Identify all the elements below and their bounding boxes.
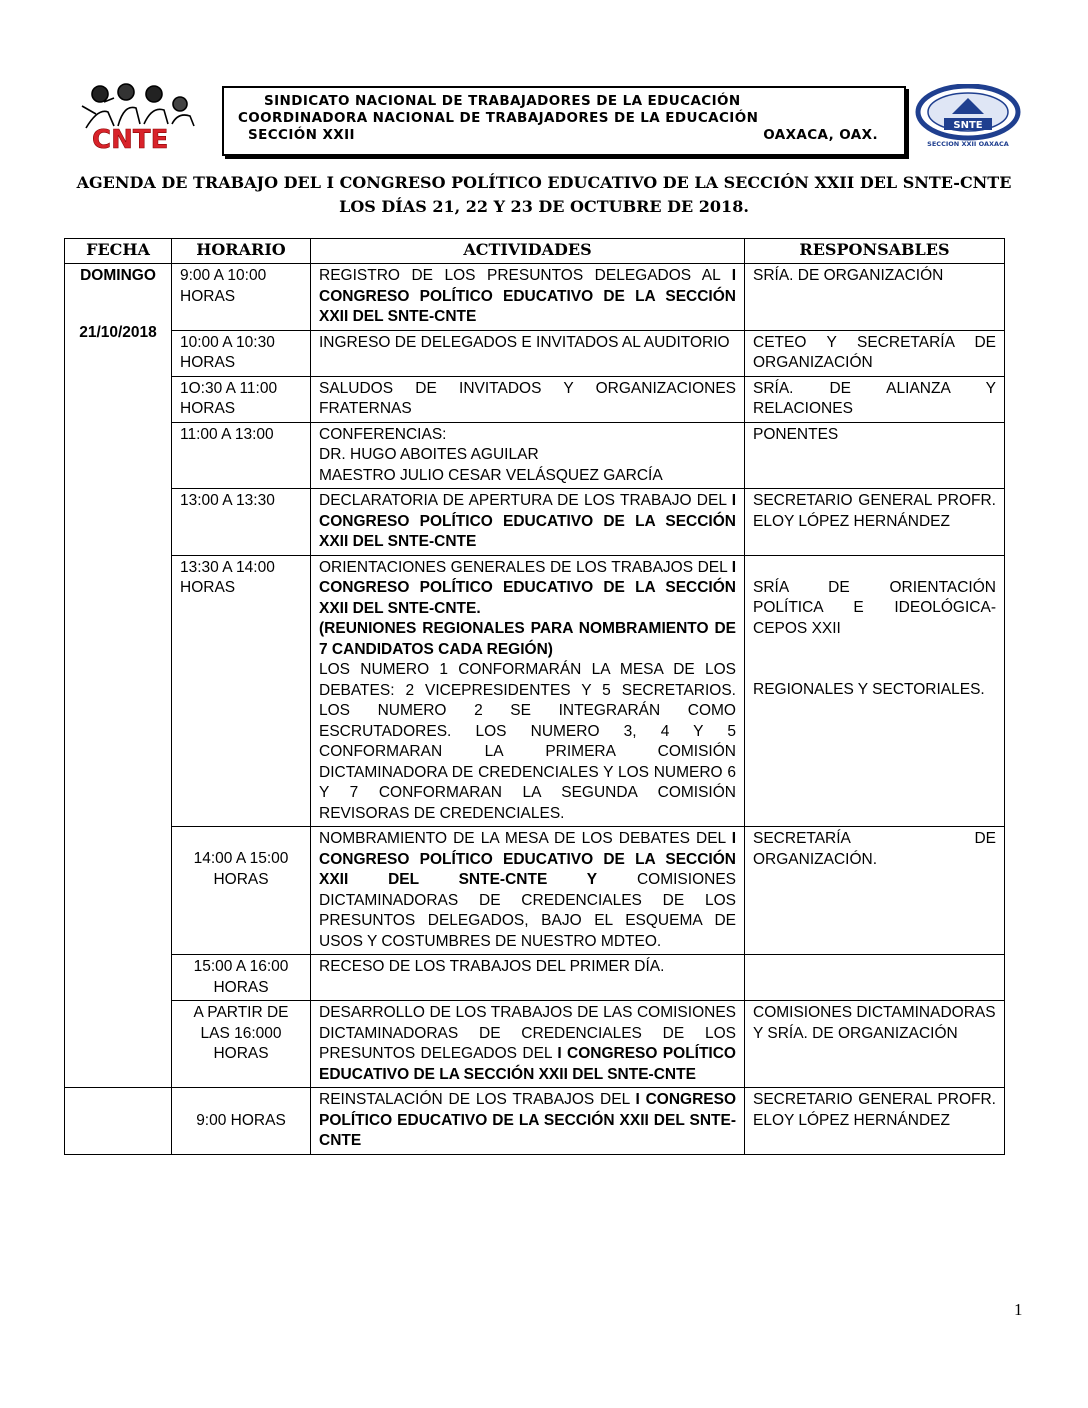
responsible-cell: SECRETARIO GENERAL PROFR. ELOY LÓPEZ HERNÁNDEZ [745, 489, 1005, 556]
header-section: SECCIÓN XXII [248, 127, 355, 143]
cnte-logo [78, 78, 208, 154]
activity-cell [311, 1088, 745, 1155]
header-box [222, 86, 906, 156]
activity-cell: INGRESO DE DELEGADOS E INVITADOS AL AUDITORIO [311, 330, 745, 376]
activity-text: DECLARATORIA DE APERTURA DE LOS TRABAJO DEL [319, 492, 732, 509]
activity-cell [311, 1001, 745, 1088]
agenda-table [64, 238, 1005, 1155]
activity-bold-text: I CONGRESO POLÍTICO EDUCATIVO DE LA SECCIÓN XXII DEL SNTE-CNTE [319, 267, 736, 325]
table-row [65, 330, 1005, 376]
snte-logo [914, 84, 1022, 152]
activity-bold-text: I CONGRESO POLÍTICO EDUCATIVO DE LA SECCIÓN XXII DEL SNTE-CNTE. [319, 558, 736, 617]
date-cell-empty [65, 1088, 172, 1155]
activity-cell: SALUDOS DE INVITADOS Y ORGANIZACIONES FRATERNAS [311, 376, 745, 422]
responsible-text: REGIONALES Y SECTORIALES. [753, 681, 985, 698]
activity-line: DR. HUGO ABOITES AGUILAR [319, 446, 539, 463]
time-cell: 14:00 A 15:00 HORAS [172, 827, 311, 955]
header-location: OAXACA, OAX. [763, 127, 878, 143]
time-cell: 9:00 A 10:00 HORAS [172, 264, 311, 331]
table-row [65, 827, 1005, 955]
table-row [65, 955, 1005, 1001]
snte-logo-caption: SECCION XXII OAXACA [927, 140, 1009, 148]
responsible-cell: SRÍA. DE ORGANIZACIÓN [745, 264, 1005, 331]
header-responsables: RESPONSABLES [745, 239, 1005, 264]
header-actividades: ACTIVIDADES [311, 239, 745, 264]
page-number: 1 [1014, 1300, 1023, 1319]
table-header-row [65, 239, 1005, 264]
cnte-logo-text: CNTE [92, 125, 169, 154]
time-cell: A PARTIR DE LAS 16:000 HORAS [172, 1001, 311, 1088]
header-horario: HORARIO [172, 239, 311, 264]
responsible-cell: SECRETARÍA DE ORGANIZACIÓN. [745, 827, 1005, 955]
table-row [65, 1001, 1005, 1088]
activity-cell [311, 489, 745, 556]
time-cell: 15:00 A 16:00 HORAS [172, 955, 311, 1001]
activity-text: NOMBRAMIENTO DE LA MESA DE LOS DEBATES DEL [319, 830, 732, 847]
day-label: DOMINGO [80, 267, 156, 284]
time-cell: 13:30 A 14:00 HORAS [172, 555, 311, 827]
table-row [65, 555, 1005, 827]
time-cell: 11:00 A 13:00 [172, 422, 311, 489]
activity-bold-text: I CONGRESO POLÍTICO EDUCATIVO DE LA SECCIÓN XXII DEL SNTE-CNTE Y [319, 830, 736, 888]
activity-bold-text: I CONGRESO POLÍTICO EDUCATIVO DE LA SECCIÓN XXII DEL SNTE-CNTE [319, 1091, 736, 1149]
table-row [65, 264, 1005, 331]
activity-line: MAESTRO JULIO CESAR VELÁSQUEZ GARCÍA [319, 466, 663, 484]
time-cell: 10:00 A 10:30 HORAS [172, 330, 311, 376]
snte-logo-text: SNTE [953, 120, 983, 131]
activity-cell [311, 422, 745, 489]
activity-bold-text: I CONGRESO POLÍTICO EDUCATIVO DE LA SECCIÓN XXII DEL SNTE-CNTE [319, 1045, 736, 1083]
responsible-cell: PONENTES [745, 422, 1005, 489]
table-row [65, 422, 1005, 489]
activity-text: LOS NUMERO 1 CONFORMARÁN LA MESA DE LOS DEBATES: 2 VICEPRESIDENTES Y 5 SECRETARIOS. LOS NUMERO 2 SE INTEGRARÁN COMO ESCRUTADORES. LOS NUMERO 3, 4 Y 5 CONFORMARAN LA PRIMERA COMISIÓN DICTAMINADORA DE CREDENCIALES Y LOS NUMERO 6 Y 7 CONFORMARAN LA SEGUNDA COMISIÓN REVISORAS DE CREDENCIALES. [319, 661, 736, 822]
activity-cell: RECESO DE LOS TRABAJOS DEL PRIMER DÍA. [311, 955, 745, 1001]
date-label: 21/10/2018 [79, 323, 157, 341]
date-cell [65, 264, 172, 1088]
responsible-text: SRÍA DE ORIENTACIÓN POLÍTICA E IDEOLÓGICA-CEPOS XXII [753, 578, 996, 637]
responsible-cell: CETEO Y SECRETARÍA DE ORGANIZACIÓN [745, 330, 1005, 376]
responsible-cell: SRÍA. DE ALIANZA Y RELACIONES [745, 376, 1005, 422]
time-cell: 13:00 A 13:30 [172, 489, 311, 556]
table-row [65, 376, 1005, 422]
activity-text: REINSTALACIÓN DE LOS TRABAJOS DEL [319, 1091, 636, 1108]
responsible-cell: SECRETARIO GENERAL PROFR. ELOY LÓPEZ HERNÁNDEZ [745, 1088, 1005, 1155]
responsible-cell [745, 555, 1005, 827]
header-line-2: COORDINADORA NACIONAL DE TRABAJADORES DE LA EDUCACIÓN [238, 110, 759, 126]
responsible-cell: COMISIONES DICTAMINADORAS Y SRÍA. DE ORGANIZACIÓN [745, 1001, 1005, 1088]
activity-cell [311, 264, 745, 331]
activity-bold-text: (REUNIONES REGIONALES PARA NOMBRAMIENTO DE 7 CANDIDATOS CADA REGIÓN) [319, 620, 736, 658]
time-cell: 1O:30 A 11:00 HORAS [172, 376, 311, 422]
document-title: AGENDA DE TRABAJO DEL I CONGRESO POLÍTICO EDUCATIVO DE LA SECCIÓN XXII DEL SNTE-CNTE LOS DÍAS 21, 22 Y 23 DE OCTUBRE DE 2018. [76, 173, 1012, 216]
activity-line: CONFERENCIAS: [319, 425, 447, 443]
activity-text: REGISTRO DE LOS PRESUNTOS DELEGADOS AL [319, 267, 732, 284]
activity-text: COMISIONES DICTAMINADORAS DE CREDENCIALES DE LOS PRESUNTOS DELEGADOS, BAJO EL ESQUEMA DE USOS Y COSTUMBRES DE NUESTRO MDTEO. [319, 871, 736, 950]
header-line-1: SINDICATO NACIONAL DE TRABAJADORES DE LA EDUCACIÓN [264, 93, 741, 109]
activity-text: ORIENTACIONES GENERALES DE LOS TRABAJOS DEL [319, 558, 732, 576]
activity-cell [311, 827, 745, 955]
header-fecha: FECHA [65, 239, 172, 264]
time-cell: 9:00 HORAS [172, 1088, 311, 1155]
activity-text: DESARROLLO DE LOS TRABAJOS DE LAS COMISIONES DICTAMINADORAS DE CREDENCIALES DE LOS PRESUNTOS DELEGADOS DEL [319, 1004, 736, 1062]
table-row [65, 489, 1005, 556]
table-row [65, 1088, 1005, 1155]
activity-bold-text: I CONGRESO POLÍTICO EDUCATIVO DE LA SECCIÓN XXII DEL SNTE-CNTE [319, 492, 736, 550]
responsible-cell [745, 955, 1005, 1001]
activity-cell [311, 555, 745, 827]
